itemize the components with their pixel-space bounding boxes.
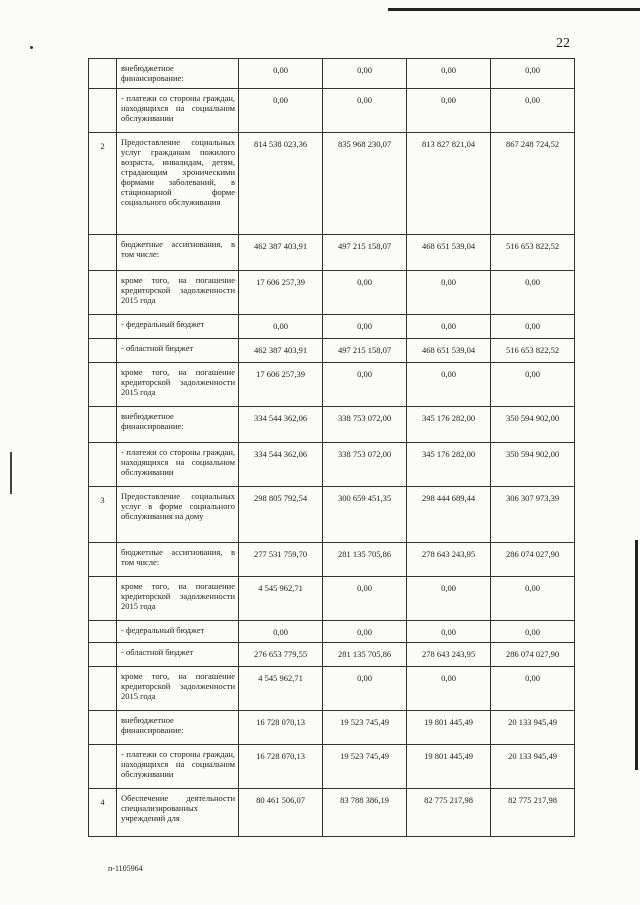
value-cell: 0,00 [407,315,491,339]
value-cell: 286 074 027,90 [491,543,575,577]
row-number [89,577,117,621]
value-cell: 0,00 [323,315,407,339]
row-number [89,59,117,89]
table-row [89,235,575,271]
value-cell: 0,00 [407,621,491,643]
row-number [89,235,117,271]
value-cell: 0,00 [239,89,323,133]
row-description: внебюджетное финансирование: [117,407,239,443]
table-row [89,667,575,711]
row-description: кроме того, на погашение кредиторской задолженности 2015 года [117,577,239,621]
row-number [89,89,117,133]
value-cell: 0,00 [491,577,575,621]
page-number: 22 [556,36,570,51]
value-cell: 300 659 451,35 [323,487,407,543]
value-cell: 80 461 506,07 [239,789,323,837]
margin-mark-right [635,540,638,770]
row-description: кроме того, на погашение кредиторской задолженности 2015 года [117,363,239,407]
value-cell: 0,00 [239,315,323,339]
value-cell: 468 651 539,04 [407,235,491,271]
table-row [89,339,575,363]
value-cell: 0,00 [323,89,407,133]
table-row [89,643,575,667]
value-cell: 19 801 445,49 [407,711,491,745]
value-cell: 814 538 023,36 [239,133,323,235]
value-cell: 82 775 217,98 [491,789,575,837]
value-cell: 0,00 [407,59,491,89]
row-number [89,543,117,577]
value-cell: 468 651 539,04 [407,339,491,363]
value-cell: 276 653 779,55 [239,643,323,667]
table-row [89,487,575,543]
value-cell: 298 444 689,44 [407,487,491,543]
value-cell: 0,00 [239,621,323,643]
row-description: - платежи со стороны граждан, находящихся на социальном обслуживании [117,443,239,487]
value-cell: 0,00 [239,59,323,89]
value-cell: 278 643 243,95 [407,643,491,667]
value-cell: 16 728 070,13 [239,711,323,745]
value-cell: 281 135 705,86 [323,643,407,667]
value-cell: 298 805 792,54 [239,487,323,543]
value-cell: 0,00 [323,621,407,643]
row-number [89,407,117,443]
row-description: кроме того, на погашение кредиторской задолженности 2015 года [117,271,239,315]
table-row [89,363,575,407]
row-number: 3 [89,487,117,543]
row-number [89,363,117,407]
value-cell: 0,00 [491,363,575,407]
row-number [89,443,117,487]
value-cell: 334 544 362,06 [239,443,323,487]
value-cell: 345 176 282,00 [407,407,491,443]
value-cell: 0,00 [323,667,407,711]
top-rule [388,8,640,11]
row-description: - федеральный бюджет [117,315,239,339]
value-cell: 286 074 027,90 [491,643,575,667]
row-number [89,643,117,667]
budget-table [88,58,575,837]
value-cell: 497 215 158,07 [323,339,407,363]
row-number [89,315,117,339]
value-cell: 516 653 822,52 [491,235,575,271]
value-cell: 516 653 822,52 [491,339,575,363]
value-cell: 19 801 445,49 [407,745,491,789]
value-cell: 345 176 282,00 [407,443,491,487]
row-number [89,621,117,643]
table-row [89,621,575,643]
scan-mark [30,46,33,49]
table-row [89,443,575,487]
value-cell: 82 775 217,98 [407,789,491,837]
table-row [89,711,575,745]
value-cell: 0,00 [323,363,407,407]
row-description: - платежи со стороны граждан, находящихся на социальном обслуживании [117,89,239,133]
table-row [89,133,575,235]
budget-table-body [89,59,575,837]
row-description: бюджетные ассигнования, в том числе: [117,543,239,577]
value-cell: 0,00 [491,667,575,711]
row-description: Предоставление социальных услуг в форме социального обслуживания на дому [117,487,239,543]
value-cell: 278 643 243,95 [407,543,491,577]
value-cell: 338 753 072,00 [323,407,407,443]
table-row [89,745,575,789]
value-cell: 0,00 [491,89,575,133]
row-description: - областной бюджет [117,643,239,667]
value-cell: 0,00 [491,59,575,89]
value-cell: 0,00 [407,89,491,133]
row-description: Обеспечение деятельности специализированных учреждений для [117,789,239,837]
table-row [89,789,575,837]
row-number [89,271,117,315]
value-cell: 83 788 386,19 [323,789,407,837]
row-description: внебюджетное финансирование: [117,711,239,745]
value-cell: 20 133 945,49 [491,711,575,745]
value-cell: 334 544 362,06 [239,407,323,443]
value-cell: 0,00 [407,667,491,711]
value-cell: 19 523 745,49 [323,711,407,745]
value-cell: 16 728 070,13 [239,745,323,789]
value-cell: 0,00 [323,59,407,89]
row-description: Предоставление социальных услуг гражданам пожилого возраста, инвалидам, детям, страдающим хроническими формами заболеваний, в стационарной форме социального обслуживания [117,133,239,235]
row-description: - федеральный бюджет [117,621,239,643]
row-number [89,711,117,745]
value-cell: 4 545 962,71 [239,667,323,711]
value-cell: 20 133 945,49 [491,745,575,789]
value-cell: 17 606 257,39 [239,363,323,407]
value-cell: 350 594 902,00 [491,407,575,443]
table-row [89,89,575,133]
row-description: - областной бюджет [117,339,239,363]
margin-mark-left [10,452,12,494]
row-number: 4 [89,789,117,837]
value-cell: 306 307 973,39 [491,487,575,543]
table-row [89,577,575,621]
row-number [89,339,117,363]
value-cell: 19 523 745,49 [323,745,407,789]
value-cell: 0,00 [491,271,575,315]
table-row [89,271,575,315]
value-cell: 4 545 962,71 [239,577,323,621]
value-cell: 813 827 821,04 [407,133,491,235]
document-id: п-1105964 [108,864,143,873]
row-number: 2 [89,133,117,235]
value-cell: 277 531 759,70 [239,543,323,577]
value-cell: 0,00 [407,363,491,407]
row-number [89,667,117,711]
value-cell: 462 387 403,91 [239,235,323,271]
value-cell: 17 606 257,39 [239,271,323,315]
value-cell: 867 248 724,52 [491,133,575,235]
value-cell: 0,00 [323,577,407,621]
value-cell: 0,00 [407,271,491,315]
value-cell: 350 594 902,00 [491,443,575,487]
row-number [89,745,117,789]
value-cell: 497 215 158,07 [323,235,407,271]
value-cell: 281 135 705,86 [323,543,407,577]
value-cell: 0,00 [491,621,575,643]
table-row [89,59,575,89]
value-cell: 0,00 [407,577,491,621]
table-row [89,407,575,443]
table-row [89,543,575,577]
row-description: бюджетные ассигнования, в том числе: [117,235,239,271]
value-cell: 338 753 072,00 [323,443,407,487]
value-cell: 462 387 403,91 [239,339,323,363]
row-description: кроме того, на погашение кредиторской задолженности 2015 года [117,667,239,711]
row-description: - платежи со стороны граждан, находящихся на социальном обслуживании [117,745,239,789]
value-cell: 835 968 230,07 [323,133,407,235]
value-cell: 0,00 [491,315,575,339]
row-description: внебюджетное финансирование: [117,59,239,89]
table-row [89,315,575,339]
value-cell: 0,00 [323,271,407,315]
